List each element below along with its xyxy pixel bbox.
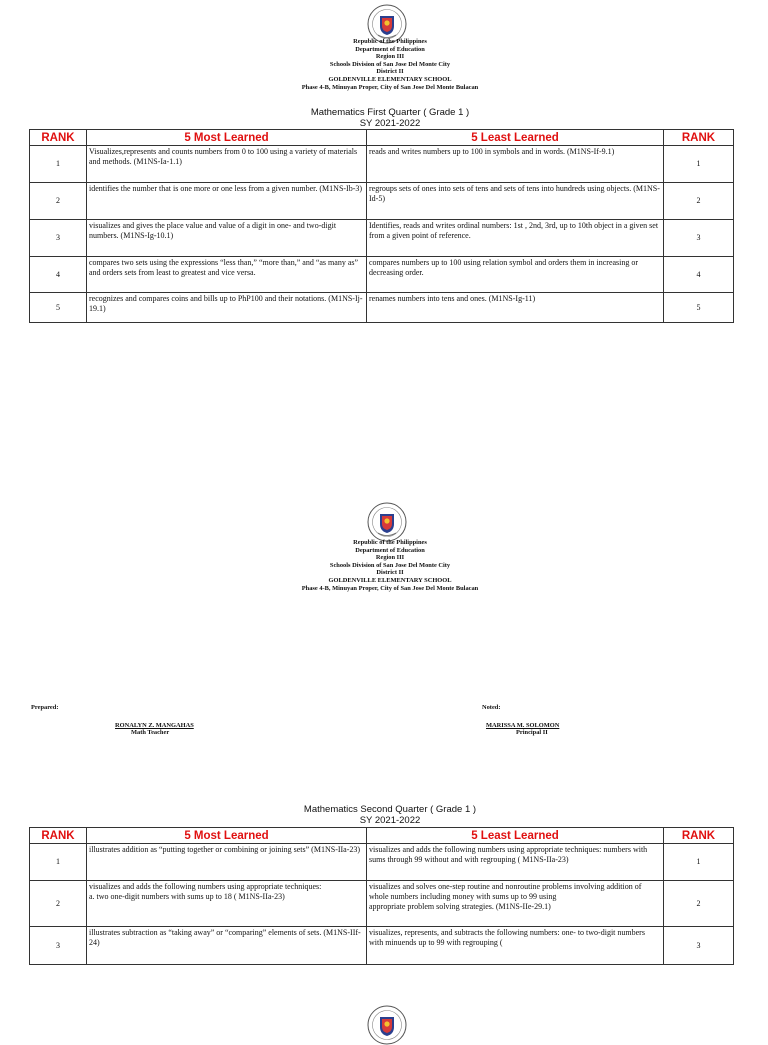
noted-label: Noted: — [482, 704, 501, 711]
prepared-role: Math Teacher — [131, 729, 170, 736]
rank-cell-right: 5 — [664, 293, 734, 323]
q2-table — [29, 827, 734, 965]
rank-cell-right: 1 — [664, 146, 734, 183]
least-learned-cell: visualizes and solves one-step routine and nonroutine problems involving addition of whole numbers including money with sums up to 99 using appropriate problem solving strategies. (M1NS-IIe-29.1) — [367, 881, 664, 927]
header-line-address: Phase 4-B, Minuyan Proper, City of San Jose Del Monte Bulacan — [301, 83, 479, 91]
rank-cell: 4 — [30, 257, 87, 293]
rank-cell-right: 2 — [664, 881, 734, 927]
rank-cell: 2 — [30, 881, 87, 927]
header-line-republic: Republic of the Philippines — [353, 539, 427, 546]
header-line-division: Schools Division of San Jose Del Monte City — [329, 60, 451, 68]
q1-title-block — [0, 108, 768, 129]
q1-rank-header-right: RANK — [664, 130, 734, 146]
most-learned-cell: Visualizes,represents and counts numbers from 0 to 100 using a variety of materials and methods. (M1NS-Ia-1.1) — [87, 146, 367, 183]
table-row — [30, 183, 734, 220]
least-learned-cell: regroups sets of ones into sets of tens and sets of tens into hundreds using objects. (M1NS- Id-5) — [367, 183, 664, 220]
rank-cell-right: 1 — [664, 844, 734, 881]
q2-title: Mathematics Second Quarter ( Grade 1 ) — [303, 804, 477, 815]
table-row — [30, 257, 734, 293]
header-line-region: Region III — [375, 554, 405, 562]
q1-most-learned-header: 5 Most Learned — [87, 130, 367, 146]
least-learned-cell: visualizes and adds the following numbers using appropriate techniques: numbers with sums through 99 without and with regrouping ( M1NS-IIa-23) — [367, 844, 664, 881]
prepared-name: RONALYN Z. MANGAHAS — [115, 722, 194, 729]
prepared-label: Prepared: — [31, 704, 59, 711]
table-row — [30, 146, 734, 183]
most-learned-cell: compares two sets using the expressions “less than,” “more than,” and “as many as” and orders sets from least to greatest and vice versa. — [87, 257, 367, 293]
header-line-district: District II — [376, 569, 404, 577]
least-learned-cell: compares numbers up to 100 using relation symbol and orders them in increasing or decreasing order. — [367, 257, 664, 293]
rank-cell-right: 3 — [664, 927, 734, 965]
table-row — [30, 927, 734, 965]
q2-rank-header-right: RANK — [664, 828, 734, 844]
most-learned-cell: identifies the number that is one more or one less from a given number. (M1NS-Ib-3) — [87, 183, 367, 220]
table-row — [30, 844, 734, 881]
deped-seal-logo — [367, 502, 407, 542]
rank-cell-right: 2 — [664, 183, 734, 220]
q2-rank-header: RANK — [30, 828, 87, 844]
rank-cell: 2 — [30, 183, 87, 220]
rank-cell: 1 — [30, 844, 87, 881]
rank-cell: 1 — [30, 146, 87, 183]
q2-most-learned-header: 5 Most Learned — [87, 828, 367, 844]
table-row — [30, 881, 734, 927]
least-learned-cell: renames numbers into tens and ones. (M1NS-Ig-11) — [367, 293, 664, 323]
q1-title: Mathematics First Quarter ( Grade 1 ) — [310, 107, 470, 118]
most-learned-cell: illustrates subtraction as “taking away” or “comparing” elements of sets. (M1NS-IIf-24) — [87, 927, 367, 965]
rank-cell: 5 — [30, 293, 87, 323]
least-learned-cell: reads and writes numbers up to 100 in symbols and in words. (M1NS-If-9.1) — [367, 146, 664, 183]
least-learned-cell: Identifies, reads and writes ordinal numbers: 1st , 2nd, 3rd, up to 10th object in a given set from a given point of reference. — [367, 220, 664, 257]
q1-least-learned-header: 5 Least Learned — [367, 130, 664, 146]
most-learned-cell: visualizes and adds the following numbers using appropriate techniques: a. two one-digit numbers with sums up to 18 ( M1NS-IIa-23) — [87, 881, 367, 927]
header-line-region: Region III — [375, 53, 405, 61]
header-line-deped: Department of Education — [355, 546, 425, 554]
header-line-district: District II — [376, 68, 404, 76]
rank-cell-right: 4 — [664, 257, 734, 293]
rank-cell-right: 3 — [664, 220, 734, 257]
header-line-school: GOLDENVILLE ELEMENTARY SCHOOL — [328, 75, 452, 83]
q2-header-row — [30, 828, 734, 844]
q2-least-learned-header: 5 Least Learned — [367, 828, 664, 844]
header-line-division: Schools Division of San Jose Del Monte City — [329, 561, 451, 569]
table-row — [30, 293, 734, 323]
most-learned-cell: visualizes and gives the place value and value of a digit in one- and two-digit numbers. (M1NS-Ig-10.1) — [87, 220, 367, 257]
most-learned-cell: recognizes and compares coins and bills up to PhP100 and their notations. (M1NS-Ij-19.1) — [87, 293, 367, 323]
noted-name: MARISSA M. SOLOMON — [486, 722, 560, 729]
header-line-deped: Department of Education — [355, 45, 425, 53]
table-row — [30, 220, 734, 257]
school-header — [0, 38, 768, 91]
q2-school-year: SY 2021-2022 — [359, 814, 421, 826]
least-learned-cell: visualizes, represents, and subtracts the following numbers: one- to two-digit numbers with minuends up to 99 with regrouping ( — [367, 927, 664, 965]
header-line-address: Phase 4-B, Minuyan Proper, City of San Jose Del Monte Bulacan — [301, 584, 479, 592]
most-learned-cell: illustrates addition as “putting together or combining or joining sets” (M1NS-IIa-23) — [87, 844, 367, 881]
deped-seal-logo — [367, 1005, 407, 1045]
header-line-republic: Republic of the Philippines — [353, 38, 427, 45]
q1-header-row — [30, 130, 734, 146]
q2-title-block — [0, 805, 768, 826]
q1-rank-header: RANK — [30, 130, 87, 146]
q1-table — [29, 129, 734, 323]
header-line-school: GOLDENVILLE ELEMENTARY SCHOOL — [328, 576, 452, 584]
q1-school-year: SY 2021-2022 — [359, 117, 421, 129]
noted-role: Principal II — [516, 729, 548, 736]
rank-cell: 3 — [30, 927, 87, 965]
rank-cell: 3 — [30, 220, 87, 257]
school-header — [0, 539, 768, 592]
